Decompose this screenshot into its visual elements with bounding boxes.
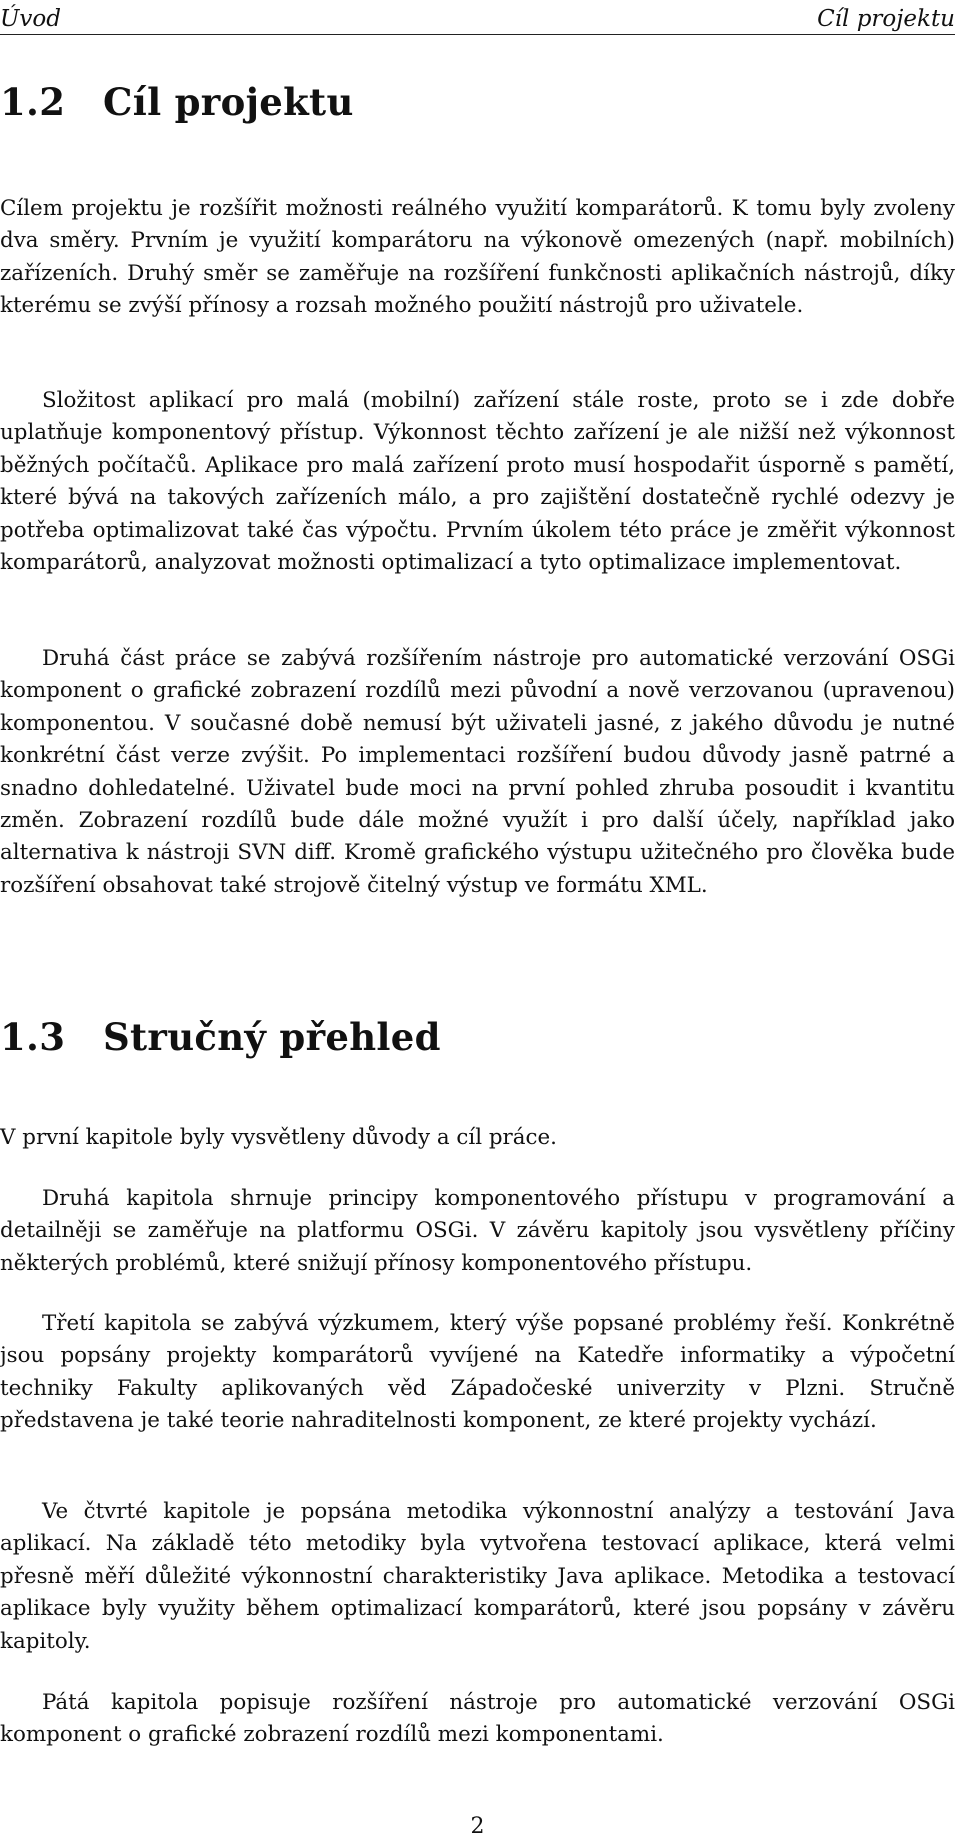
paragraph: Ve čtvrté kapitole je popsána metodika výkonnostní analýzy a testování Java aplikací. Na základě této metodiky byla vytvořena testovací aplikace, která velmi přesně měří důležité výkonnostní charakteristiky Java aplikace. Metodika a testovací aplikace byly využity během optimalizací komparátorů, které jsou popsány v závěru kapitoly. bbox=[0, 1499, 955, 1654]
section-heading-1-3 bbox=[0, 1015, 441, 1059]
section-number: 1.3 bbox=[0, 1015, 66, 1059]
paragraph: V první kapitole byly vysvětleny důvody a cíl práce. bbox=[0, 1125, 557, 1150]
paragraph: Cílem projektu je rozšířit možnosti reálného využití komparátorů. K tomu byly zvoleny dva směry. Prvním je využití komparátoru na výkonově omezených (např. mobilních) zařízeních. Druhý směr se zaměřuje na rozšíření funkčnosti aplikačních nástrojů, díky kterému se zvýší přínosy a rozsah možného použití nástrojů pro uživatele. bbox=[0, 196, 955, 319]
section-number: 1.2 bbox=[0, 80, 66, 124]
running-header bbox=[0, 6, 955, 35]
section-title: Cíl projektu bbox=[103, 80, 354, 124]
paragraph: Druhá část práce se zabývá rozšířením nástroje pro automatické verzování OSGi komponent o grafické zobrazení rozdílů mezi původní a nově verzovanou (upravenou) komponentou. V současné době nemusí být uživateli jasné, z jakého důvodu je nutné konkrétní část verze zvýšit. Po implementaci rozšíření budou důvody jasně patrné a snadno dohledatelné. Uživatel bude moci na první pohled zhruba posoudit i kvantitu změn. Zobrazení rozdílů bude dále možné využít i pro další účely, například jako alternativa k nástroji SVN diff. Kromě grafického výstupu užitečného pro člověka bude rozšíření obsahovat také strojově čitelný výstup ve formátu XML. bbox=[0, 646, 955, 898]
paragraph: Třetí kapitola se zabývá výzkumem, který výše popsané problémy řeší. Konkrétně jsou popsány projekty komparátorů vyvíjené na Katedře informatiky a výpočetní techniky Fakulty aplikovaných věd Západočeské univerzity v Plzni. Stručně představena je také teorie nahraditelnosti komponent, ze které projekty vychází. bbox=[0, 1311, 955, 1434]
section-title: Stručný přehled bbox=[103, 1015, 441, 1059]
paragraph: Druhá kapitola shrnuje principy komponentového přístupu v programování a detailněji se zaměřuje na platformu OSGi. V závěru kapitoly jsou vysvětleny příčiny některých problémů, které snižují přínosy komponentového přístupu. bbox=[0, 1186, 955, 1276]
header-section: Cíl projektu bbox=[817, 6, 955, 32]
paragraph: Složitost aplikací pro malá (mobilní) zařízení stále roste, proto se i zde dobře uplatňuje komponentový přístup. Výkonnost těchto zařízení je ale nižší než výkonnost běžných počítačů. Aplikace pro malá zařízení proto musí hospodařit úsporně s pamětí, které bývá na takových zařízeních málo, a pro zajištění dostatečně rychlé odezvy je potřeba optimalizovat také čas výpočtu. Prvním úkolem této práce je změřit výkonnost komparátorů, analyzovat možnosti optimalizací a tyto optimalizace implementovat. bbox=[0, 388, 955, 576]
section-heading-1-2 bbox=[0, 80, 354, 124]
paragraph: Pátá kapitola popisuje rozšíření nástroje pro automatické verzování OSGi komponent o grafické zobrazení rozdílů mezi komponentami. bbox=[0, 1690, 955, 1748]
header-chapter: Úvod bbox=[0, 6, 61, 32]
page-number: 2 bbox=[470, 1814, 485, 1839]
